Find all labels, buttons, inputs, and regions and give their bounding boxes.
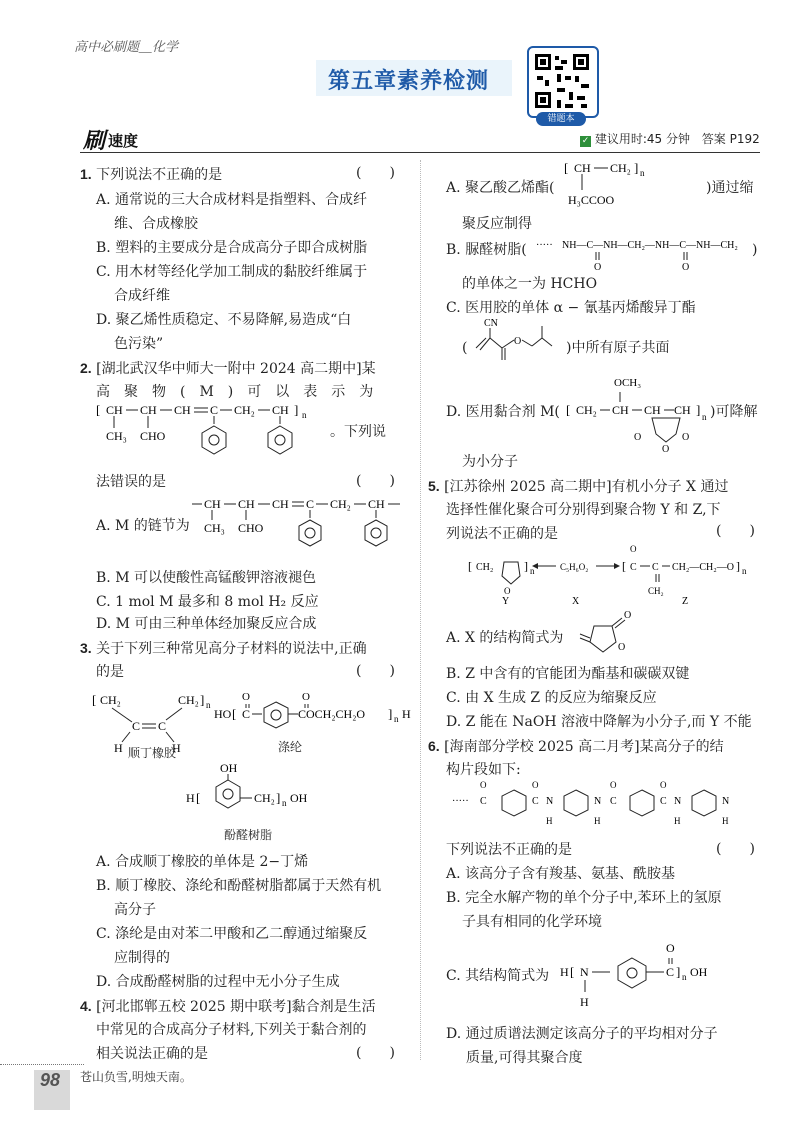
q1-option-a[interactable]: A. 通常说的三大合成材料是指塑料、合成纤 [96, 192, 368, 208]
atom-ch: CH [368, 497, 385, 511]
atom-o: O [634, 432, 642, 443]
q3-option-b-cont: 高分子 [114, 902, 156, 918]
atom-n: N [722, 796, 730, 807]
page-number: 98 [40, 1070, 61, 1090]
atom-o: O [682, 432, 690, 443]
atom-n: N [580, 965, 589, 979]
footer-dotted-rule [0, 1064, 84, 1065]
question-number: 2. [80, 360, 92, 376]
question-5 [428, 474, 758, 499]
atom-c: C [666, 965, 675, 979]
atom-n: N [594, 796, 602, 807]
bracket-right: ] [200, 692, 205, 707]
atom-ch: CH [644, 403, 661, 417]
atom-ch: CH [574, 161, 591, 175]
q4-option-b-cont: 的单体之一为 HCHO [462, 276, 598, 292]
chapter-title: 第五章素养检测 [328, 69, 490, 94]
q2-option-d[interactable]: D. M 可由三种单体经加聚反应合成 [96, 616, 317, 632]
q6-option-b[interactable]: B. 完全水解产物的单个分子中,苯环上的氢原 [446, 890, 722, 906]
urea-chain: NH—C—NH—CH₂—NH—C—NH—CH₂ [562, 240, 738, 251]
atom-ch: CH [204, 497, 221, 511]
atom-ch2: CH₂ [234, 403, 255, 417]
atom-ch2: CH₂ [330, 497, 351, 511]
answer-ref: 答案 P192 [701, 132, 760, 146]
question-2-line2: 高 聚 物 ( M ) 可 以 表 示 为 [96, 384, 374, 400]
caption-pet: 涤纶 [278, 740, 303, 754]
bracket-left: [ [96, 402, 101, 417]
atom-ch: CH [272, 497, 289, 511]
atom-ch2: CH₂ [476, 562, 494, 573]
atom-ch: CH [140, 403, 157, 417]
q4-pvac-structure [564, 158, 704, 214]
chain-z: CH₂—CH₂—O [672, 562, 734, 573]
q5-option-d[interactable]: D. Z 能在 NaOH 溶液中降解为小分子,而 Y 不能 [446, 714, 752, 730]
question-source: [江苏徐州 2025 高二期中]有机小分子 X 通过 [444, 479, 729, 495]
question-5-line2: 选择性催化聚合可分别得到聚合物 Y 和 Z,下 [446, 502, 721, 518]
ester-group: COCH₂CH₂O [298, 707, 366, 721]
atom-h: H [546, 816, 553, 826]
atom-ch: CH [238, 497, 255, 511]
q5-option-c[interactable]: C. 由 X 生成 Z 的反应为缩聚反应 [446, 690, 657, 706]
q3-option-c-cont: 应制得的 [114, 950, 170, 966]
question-2 [80, 356, 420, 381]
q1-option-b[interactable]: B. 塑料的主要成分是合成高分子即合成树脂 [96, 240, 368, 256]
dotted-end: ····· [536, 240, 553, 251]
q4-option-c[interactable]: C. 医用胶的单体 α − 氰基丙烯酸异丁酯 [446, 300, 696, 316]
atom-o: O [594, 262, 602, 273]
section-label: 速度 [108, 132, 139, 150]
subscript-n: n [682, 972, 687, 982]
atom-o: O [514, 336, 522, 347]
q1-option-d-cont: 色污染” [114, 336, 164, 352]
subscript-n: n [394, 714, 399, 724]
bracket-right: ] [696, 402, 701, 417]
bracket-left: [ [232, 706, 237, 721]
atom-cho: CHO [238, 521, 264, 535]
atom-o: O [662, 444, 670, 452]
atom-o: O [624, 610, 632, 621]
q6-option-d[interactable]: D. 通过质谱法测定该高分子的平均相对分子 [446, 1026, 718, 1042]
atom-h: H [114, 741, 123, 755]
caption-butadiene: 顺丁橡胶 [128, 746, 177, 760]
atom-oh: OH [220, 761, 238, 775]
atom-h: H [402, 707, 411, 721]
q5-option-b[interactable]: B. Z 中含有的官能团为酯基和碳碳双键 [446, 666, 690, 682]
atom-o: O [660, 780, 667, 790]
atom-ch2: CH₂ [254, 791, 275, 805]
question-number: 5. [428, 478, 440, 494]
q4-option-d[interactable]: D. 医用黏合剂 M( [446, 404, 560, 420]
q3-option-b[interactable]: B. 顺丁橡胶、涤纶和酚醛树脂都属于天然有机 [96, 878, 382, 894]
bracket-right: ] [524, 559, 528, 573]
atom-o: O [242, 691, 250, 703]
bracket-left: [ [570, 964, 575, 979]
atom-h: H [674, 816, 681, 826]
atom-ch2: CH₂ [576, 403, 597, 417]
time-hint: 建议用时:45 分钟 [594, 132, 690, 146]
question-4-line2: 中常见的合成高分子材料,下列关于黏合剂的 [96, 1022, 367, 1038]
atom-cho: CHO [140, 429, 166, 443]
q4-option-d-cont: 为小分子 [462, 454, 518, 470]
book-title: 高中必刷题＿化学 [74, 39, 179, 54]
q2-option-b[interactable]: B. M 可以使酸性高锰酸钾溶液褪色 [96, 570, 316, 586]
subscript-n: n [530, 566, 535, 576]
question-number: 1. [80, 166, 92, 182]
acetate-group: H₃CCOO [568, 193, 615, 207]
question-6-line2: 构片段如下: [446, 762, 521, 778]
q5-x-structure [578, 604, 648, 664]
q6-polymer-fragment [452, 780, 752, 836]
question-stem: 关于下列三种常见高分子材料的说法中,正确 [96, 641, 367, 657]
answer-paren[interactable]: ( ) [716, 841, 755, 857]
question-4-line3: 相关说法正确的是 [96, 1046, 208, 1062]
bracket-right: ] [676, 964, 681, 979]
x-formula: C₅H₆O₂ [560, 562, 589, 572]
caption-phenolic: 酚醛树脂 [224, 828, 273, 842]
atom-c: C [306, 497, 315, 511]
q2-chain-unit [192, 494, 412, 564]
question-number: 3. [80, 640, 92, 656]
subscript-n: n [702, 412, 707, 422]
atom-h: H [722, 816, 729, 826]
atom-h: H [172, 741, 181, 755]
q1-option-c[interactable]: C. 用木材等经化学加工制成的黏胶纤维属于 [96, 264, 368, 280]
atom-o: O [610, 780, 617, 790]
answer-paren[interactable]: ( ) [356, 663, 395, 679]
subscript-n: n [206, 700, 211, 710]
q3-option-d[interactable]: D. 合成酚醛树脂的过程中无小分子生成 [96, 974, 340, 990]
atom-c: C [610, 796, 617, 807]
atom-c: C [210, 403, 219, 417]
q4-option-c-pre: ( [462, 340, 468, 356]
atom-c: C [652, 562, 659, 573]
question-2-tail: 。下列说 [330, 424, 386, 440]
atom-ch3: CH₃ [106, 429, 127, 443]
bracket-left: [ [564, 160, 569, 175]
q1-option-c-cont: 合成纤维 [114, 288, 170, 304]
label-y: Y [502, 596, 510, 606]
q2-option-a[interactable]: A. M 的链节为 [96, 518, 190, 534]
answer-paren[interactable]: ( ) [356, 1045, 395, 1061]
q1-option-d[interactable]: D. 聚乙烯性质稳定、不易降解,易造成“白 [96, 312, 352, 328]
question-6 [428, 734, 758, 759]
answer-paren[interactable]: ( ) [356, 165, 395, 181]
atom-ch3: CH₃ [204, 521, 225, 535]
answer-paren[interactable]: ( ) [716, 523, 755, 539]
bracket-right: ] [736, 559, 740, 573]
q4-urea-resin-structure [536, 232, 756, 276]
atom-cn: CN [484, 318, 498, 329]
question-3-line2: 的是 [96, 664, 124, 680]
q6-option-c[interactable]: C. 其结构简式为 [446, 968, 550, 984]
q3-option-a[interactable]: A. 合成顺丁橡胶的单体是 2−丁烯 [96, 854, 309, 870]
qr-code-icon [529, 48, 597, 116]
subscript-n: n [302, 410, 307, 420]
check-icon: ✓ [581, 136, 590, 146]
atom-c: C [480, 796, 487, 807]
atom-o: O [618, 642, 626, 653]
q4-option-b[interactable]: B. 脲醛树脂( [446, 242, 527, 258]
atom-oh: OH [290, 791, 308, 805]
q4-option-d-tail: )可降解 [710, 404, 758, 420]
question-3 [80, 636, 420, 661]
atom-o: O [504, 586, 511, 596]
atom-ch2: CH₂ [178, 693, 199, 707]
atom-o: O [302, 691, 310, 703]
atom-c: C [630, 562, 637, 573]
q4-option-a-cont: 聚反应制得 [462, 216, 532, 232]
q5-reaction-scheme [446, 540, 756, 606]
subscript-n: n [640, 168, 645, 178]
atom-ho: HO [214, 707, 232, 721]
answer-paren[interactable]: ( ) [356, 473, 395, 489]
bracket-left: [ [622, 559, 626, 573]
atom-oh: OH [690, 965, 708, 979]
q1-option-a-cont: 维、合成橡胶 [114, 216, 198, 232]
atom-h: H [594, 816, 601, 826]
column-divider [420, 160, 421, 1060]
atom-ch2: CH₂ [610, 161, 631, 175]
question-number: 6. [428, 738, 440, 754]
q4-option-a-tail: )通过缩 [706, 180, 754, 196]
bracket-left: [ [196, 790, 201, 805]
q4-cyanoacrylate-structure [470, 316, 570, 376]
question-source: [河北邯郸五校 2025 期中联考]黏合剂是生活 [96, 999, 376, 1015]
bracket-right: ] [276, 790, 281, 805]
atom-c: C [532, 796, 539, 807]
q3-phenolic-structure [186, 760, 326, 820]
subscript-n: n [282, 798, 287, 808]
q6-structural-formula [560, 934, 740, 1014]
section-char: 刷 [83, 129, 106, 154]
atom-n: N [674, 796, 682, 807]
q6-option-b-cont: 子具有相同的化学环境 [462, 914, 602, 930]
atom-o: O [532, 780, 539, 790]
question-6-stem: 下列说法不正确的是 [446, 842, 572, 858]
question-number: 4. [80, 998, 92, 1014]
label-z: Z [682, 596, 689, 606]
q4-option-b-tail: ) [752, 242, 758, 258]
label-x: X [572, 596, 580, 606]
bracket-right: ] [388, 706, 393, 721]
question-4 [80, 994, 420, 1019]
atom-ch: CH [272, 403, 289, 417]
question-stem: 下列说法不正确的是 [96, 167, 223, 183]
bracket-right: ] [294, 402, 299, 417]
atom-o: O [666, 941, 675, 955]
question-5-line3: 列说法不正确的是 [446, 526, 558, 542]
q2-polymer-structure [96, 400, 366, 470]
bracket-right: ] [634, 160, 639, 175]
q5-option-a[interactable]: A. X 的结构简式为 [446, 630, 564, 646]
atom-h: H [580, 995, 589, 1009]
atom-ch: CH [174, 403, 191, 417]
atom-o: O [682, 262, 690, 273]
atom-ch: CH [106, 403, 123, 417]
footer-motto: 苍山负雪,明烛天南。 [80, 1070, 192, 1084]
atom-ch: CH [674, 403, 691, 417]
q4-m-structure [566, 372, 716, 452]
q3-option-c[interactable]: C. 涤纶是由对苯二甲酸和乙二醇通过缩聚反 [96, 926, 368, 942]
bracket-left: [ [468, 559, 472, 573]
header-rule [80, 152, 760, 153]
atom-n: N [546, 796, 554, 807]
atom-och3: OCH₃ [614, 377, 642, 389]
atom-h: H [560, 965, 569, 979]
atom-ch: CH [612, 403, 629, 417]
q4-option-c-tail: )中所有原子共面 [566, 340, 670, 356]
qr-label: 错题本 [536, 112, 586, 126]
subscript-n: n [742, 566, 747, 576]
question-source: [海南部分学校 2025 高二月考]某高分子的结 [444, 739, 724, 755]
dotted-end: ····· [452, 796, 469, 807]
atom-c: C [132, 719, 141, 733]
question-2-line4: 法错误的是 [96, 474, 166, 490]
atom-o: O [630, 544, 637, 554]
atom-h: H [186, 791, 195, 805]
q6-option-d-cont: 质量,可得其聚合度 [466, 1050, 583, 1066]
question-source: [湖北武汉华中师大一附中 2024 高二期中]某 [96, 361, 376, 377]
atom-ch2: CH₂ [100, 693, 121, 707]
q4-option-a[interactable]: A. 聚乙酸乙烯酯( [446, 180, 555, 196]
atom-c: C [660, 796, 667, 807]
qr-code[interactable] [527, 46, 599, 118]
q6-option-a[interactable]: A. 该高分子含有羧基、氨基、酰胺基 [446, 866, 676, 882]
atom-c: C [242, 707, 251, 721]
q2-option-c[interactable]: C. 1 mol M 最多和 8 mol H₂ 反应 [96, 594, 319, 610]
bracket-left: [ [566, 402, 571, 417]
atom-c: C [158, 719, 167, 733]
bracket-left: [ [92, 692, 97, 707]
atom-o: O [480, 780, 487, 790]
atom-ch2: CH₂ [648, 586, 664, 596]
